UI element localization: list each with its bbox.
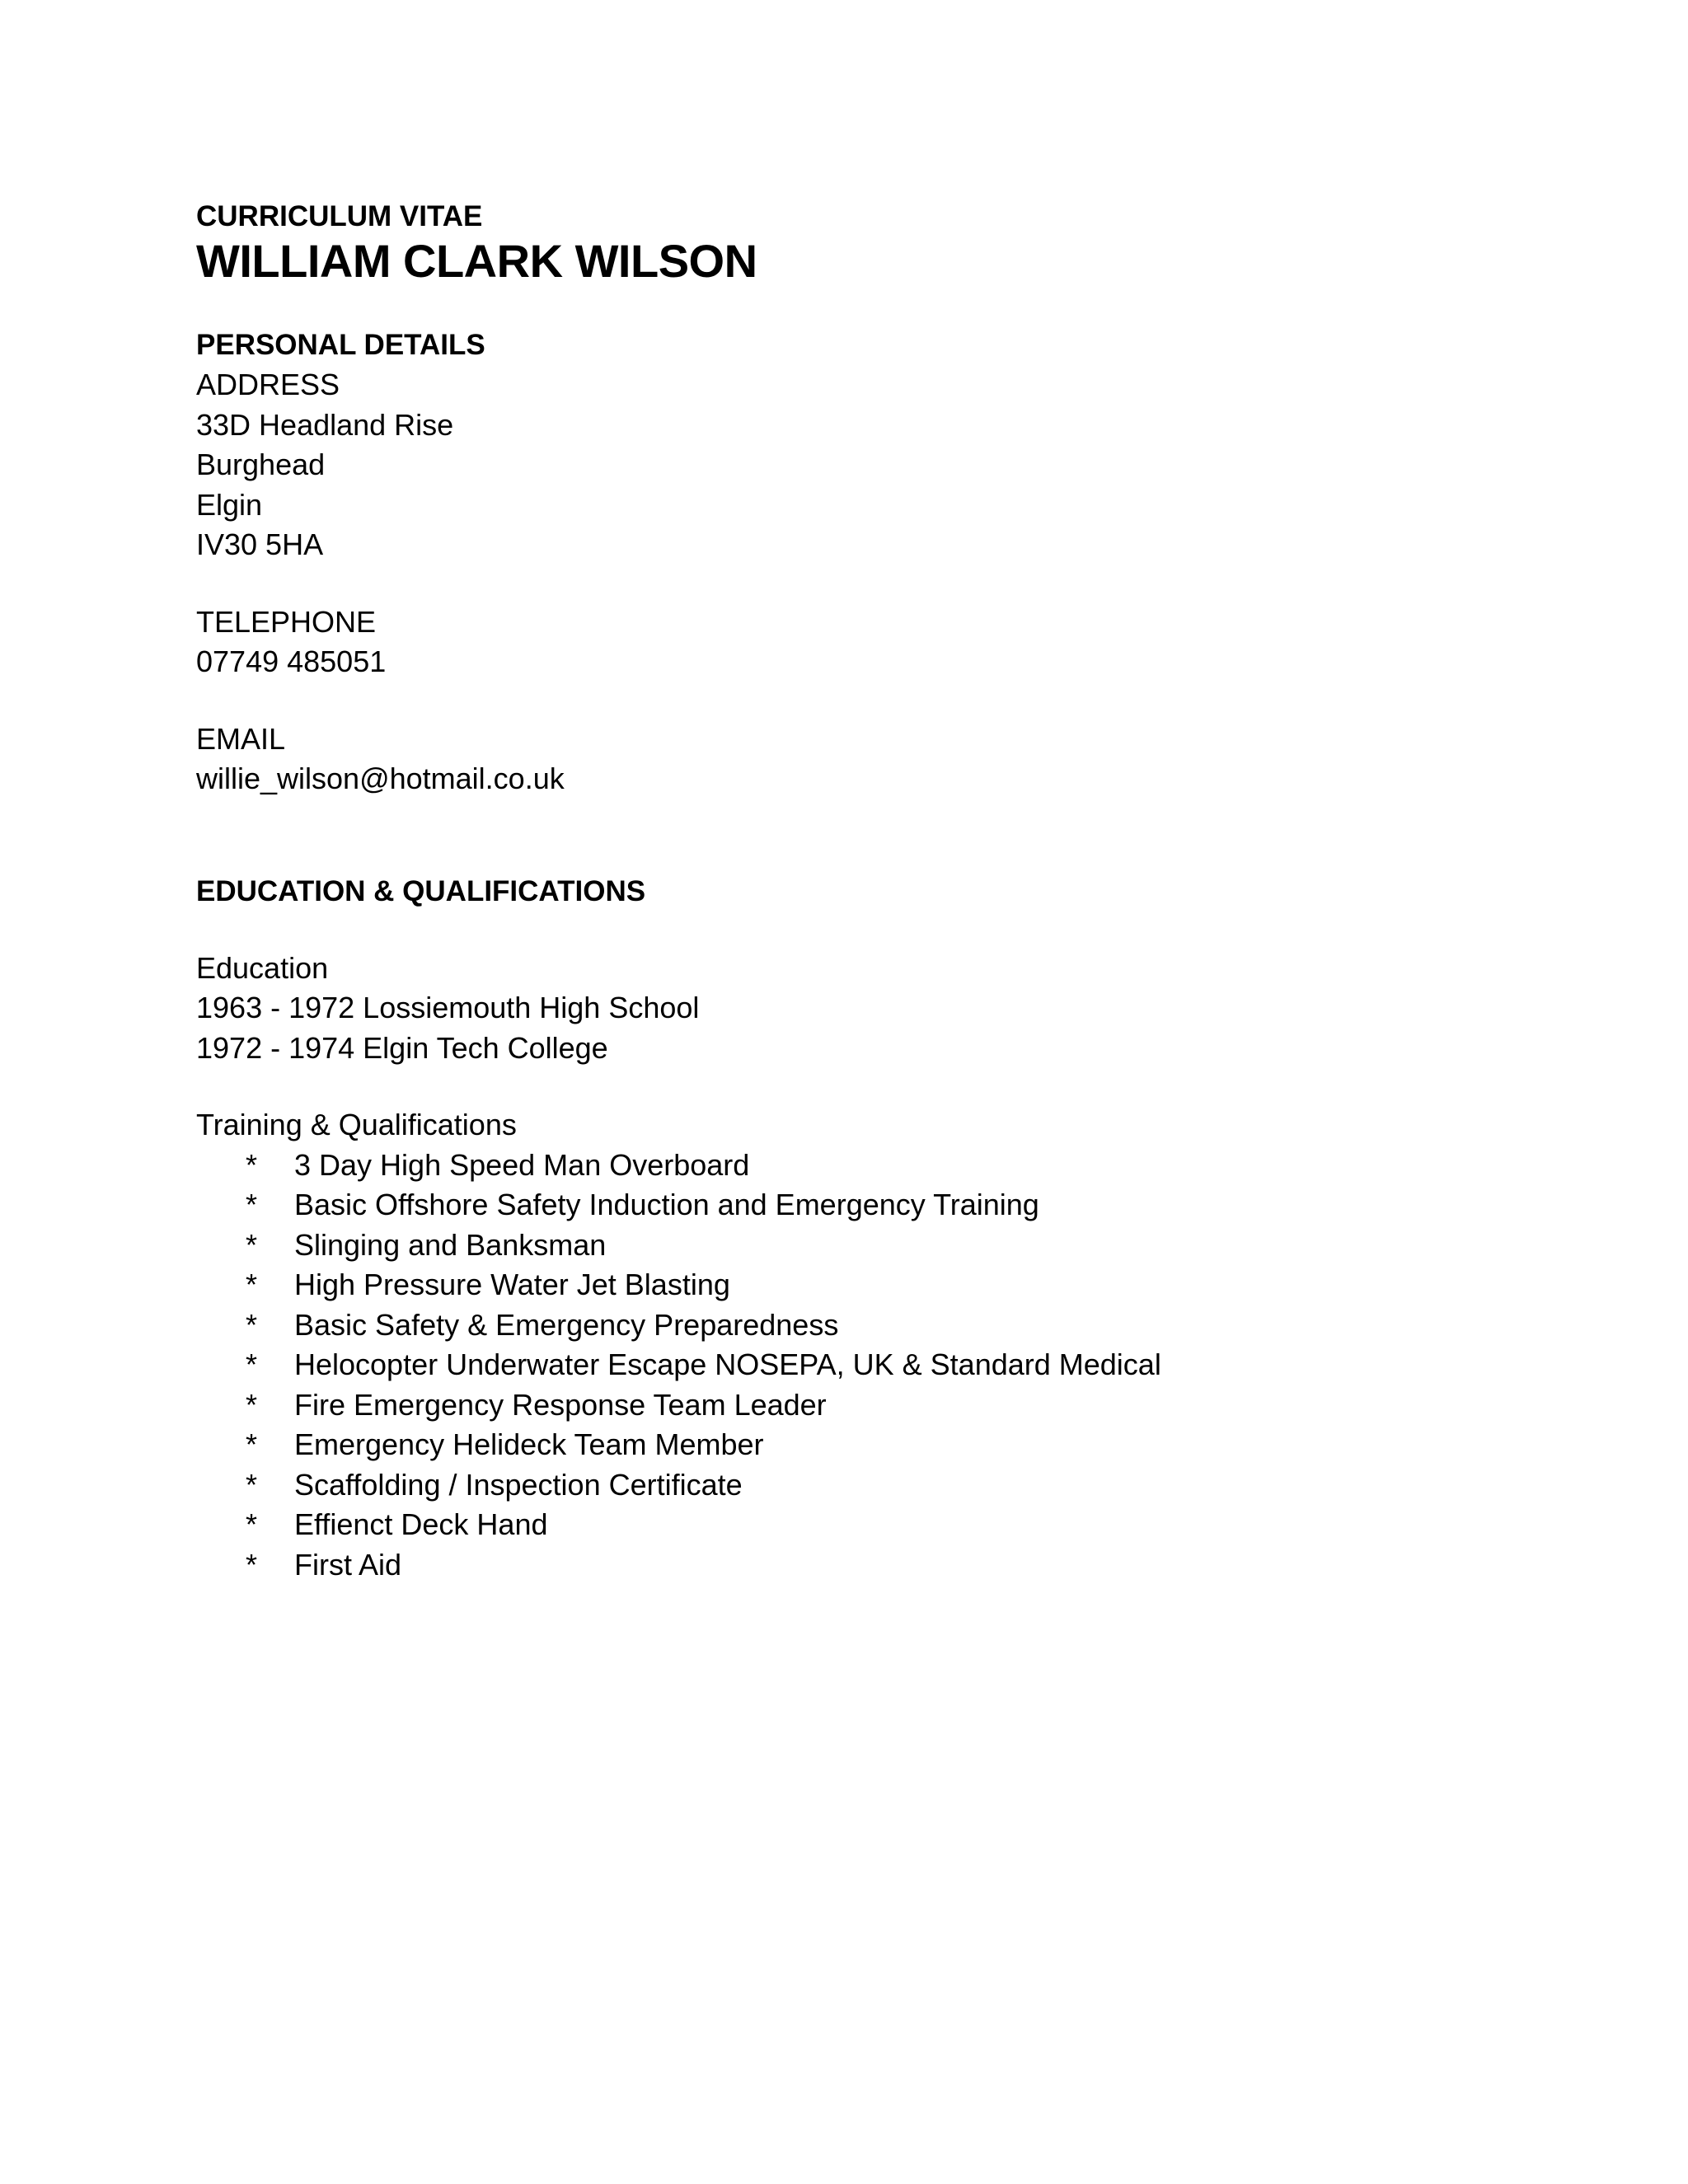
bullet: *	[246, 1507, 258, 1541]
training-item	[196, 1305, 1597, 1346]
training-item-text: First Aid	[294, 1547, 402, 1582]
email-address: willie_wilson@hotmail.co.uk	[196, 762, 565, 795]
bullet: *	[246, 1307, 258, 1342]
training-item	[196, 1545, 1597, 1586]
bullet: *	[246, 1547, 258, 1582]
bullet: *	[246, 1227, 258, 1262]
training-item-text: Basic Safety & Emergency Preparedness	[294, 1307, 839, 1342]
telephone-label: TELEPHONE	[196, 604, 377, 639]
bullet: *	[246, 1188, 258, 1221]
email-label: EMAIL	[196, 721, 286, 756]
education-label: Education	[196, 950, 329, 985]
bullet: *	[246, 1147, 258, 1182]
bullet: *	[246, 1347, 258, 1381]
address-line: IV30 5HA	[196, 527, 324, 561]
training-item	[196, 1345, 1597, 1385]
training-item-text: Slinging and Banksman	[294, 1227, 607, 1262]
training-item	[196, 1185, 1597, 1226]
training-item-text: Helocopter Underwater Escape NOSEPA, UK & Standard Medical	[294, 1347, 1161, 1381]
bullet: *	[246, 1387, 258, 1422]
education-qualifications-heading: EDUCATION & QUALIFICATIONS	[196, 874, 646, 907]
education-item: 1972 - 1974 Elgin Tech College	[196, 1030, 608, 1065]
personal-details-heading: PERSONAL DETAILS	[196, 329, 485, 361]
training-item-text: Effienct Deck Hand	[294, 1507, 548, 1541]
cv-document	[196, 199, 1597, 1585]
cv-label: CURRICULUM VITAE	[196, 200, 483, 232]
training-label: Training & Qualifications	[196, 1108, 517, 1141]
bullet: *	[246, 1427, 258, 1461]
training-item-text: Scaffolding / Inspection Certificate	[294, 1467, 743, 1502]
address-label: ADDRESS	[196, 368, 340, 401]
address-line: Elgin	[196, 487, 263, 522]
training-item-text: 3 Day High Speed Man Overboard	[294, 1147, 750, 1182]
training-item	[196, 1226, 1597, 1266]
training-list	[196, 1146, 1597, 1586]
education-item: 1963 - 1972 Lossiemouth High School	[196, 991, 700, 1024]
address-line: 33D Headland Rise	[196, 407, 454, 442]
training-item-text: High Pressure Water Jet Blasting	[294, 1268, 730, 1301]
training-item	[196, 1385, 1597, 1426]
training-item	[196, 1146, 1597, 1186]
training-item-text: Fire Emergency Response Team Leader	[294, 1387, 827, 1422]
bullet: *	[246, 1467, 258, 1502]
candidate-name: WILLIAM CLARK WILSON	[196, 235, 757, 287]
telephone-number: 07749 485051	[196, 644, 387, 678]
training-item	[196, 1425, 1597, 1465]
training-item-text: Emergency Helideck Team Member	[294, 1427, 764, 1461]
training-item	[196, 1465, 1597, 1506]
training-item	[196, 1265, 1597, 1305]
address-line: Burghead	[196, 448, 326, 481]
bullet: *	[246, 1268, 258, 1301]
training-item	[196, 1505, 1597, 1545]
training-item-text: Basic Offshore Safety Induction and Emergency Training	[294, 1188, 1039, 1221]
